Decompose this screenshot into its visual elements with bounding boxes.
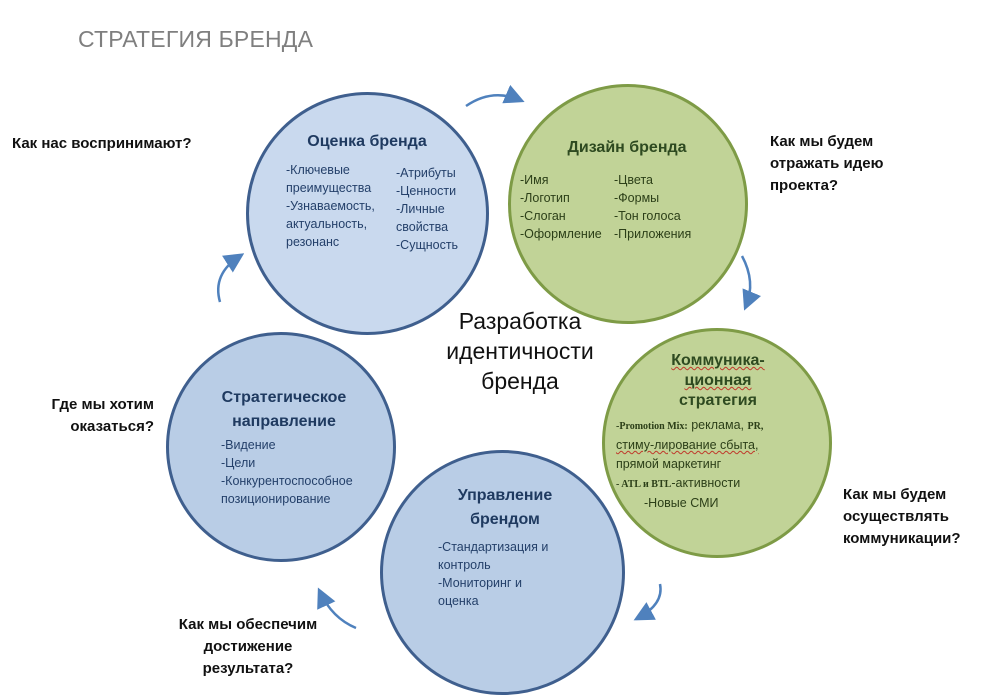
arrow-design-to-communication	[742, 256, 750, 306]
assessment-list-2	[396, 164, 458, 254]
list-item: -Мониторинг и	[438, 576, 522, 590]
title-line: Стратегическое	[221, 389, 347, 406]
title-line: брендом	[470, 511, 540, 528]
design-list-1	[520, 171, 602, 243]
question-line: Как нас воспринимают?	[12, 135, 192, 152]
question-line: осуществлять	[843, 508, 950, 525]
management-title	[420, 484, 590, 532]
question-line: Как мы обеспечим	[178, 616, 318, 633]
assessment-title: Оценка бренда	[307, 133, 427, 150]
question-line: результата?	[202, 660, 294, 677]
list-item: -Тон голоса	[614, 209, 681, 223]
list-item: преимущества	[286, 181, 372, 195]
list-item: -Конкурентоспособное	[221, 474, 353, 488]
list-item: -Узнаваемость,	[286, 199, 375, 213]
title-line: ционная	[684, 372, 752, 389]
promo-label: -Promotion Mix:	[616, 421, 688, 432]
list-item: -Стандартизация и	[438, 540, 549, 554]
list-item: -Цели	[221, 456, 256, 470]
strategic-title	[196, 386, 372, 434]
question-line: проекта?	[770, 177, 839, 194]
communication-list	[616, 416, 763, 513]
list-item: позиционирование	[221, 492, 331, 506]
center-line: бренда	[481, 368, 559, 394]
list-item: -Видение	[221, 438, 276, 452]
arrow-communication-to-management	[638, 584, 661, 618]
center-line: Разработка	[458, 308, 582, 334]
question-communication	[843, 484, 961, 550]
list-item: -Имя	[520, 173, 549, 187]
question-perception	[12, 133, 192, 155]
question-line: Как мы будем	[843, 486, 947, 503]
promo-text: реклама,	[687, 418, 748, 432]
title-line: Управление	[457, 487, 553, 504]
page-title: СТРАТЕГИЯ БРЕНДА	[78, 26, 314, 52]
list-item: актуальность,	[286, 217, 368, 231]
question-line: коммуникации?	[843, 530, 961, 547]
title-line: направление	[232, 413, 336, 430]
list-item: -Формы	[614, 191, 660, 205]
question-line: Где мы хотим	[51, 396, 154, 413]
list-item: стиму-лирование сбыта,	[616, 438, 759, 452]
question-line: Как мы будем	[770, 133, 874, 150]
list-item: -Ценности	[396, 184, 457, 198]
list-item	[616, 474, 763, 494]
pr-label: PR,	[747, 421, 764, 432]
list-item: резонанс	[286, 235, 340, 249]
list-item: -Сущность	[396, 238, 459, 252]
strategic-list	[221, 436, 353, 508]
question-line: достижение	[203, 638, 293, 655]
question-result	[160, 614, 336, 680]
atl-label: - ATL и BTL	[616, 479, 672, 490]
question-design	[770, 131, 883, 197]
atl-text: -активности	[671, 476, 741, 490]
assessment-list-1	[286, 161, 375, 251]
list-item: -Личные	[396, 202, 445, 216]
question-direction	[30, 394, 154, 438]
list-item: оценка	[438, 594, 479, 608]
title-line: Коммуника-	[671, 352, 765, 369]
design-list-2	[614, 171, 691, 243]
list-item: -Ключевые	[286, 163, 350, 177]
communication-title	[638, 351, 798, 411]
design-title: Дизайн бренда	[567, 139, 687, 156]
title-line: стратегия	[679, 392, 757, 409]
arrow-assessment-to-design	[466, 95, 520, 106]
list-item	[616, 416, 763, 436]
center-title	[420, 306, 620, 396]
list-item: -Логотип	[520, 191, 570, 205]
list-item: -Оформление	[520, 227, 602, 241]
arrow-strategic-to-assessment	[218, 256, 240, 302]
center-line: идентичности	[446, 338, 594, 364]
list-item: -Слоган	[520, 209, 566, 223]
list-item: -Приложения	[614, 227, 692, 241]
list-item: -Новые СМИ	[644, 496, 719, 510]
list-item: свойства	[396, 220, 449, 234]
list-item: -Атрибуты	[396, 166, 456, 180]
management-list	[438, 538, 548, 610]
question-line: оказаться?	[70, 418, 154, 435]
list-item: -Цвета	[614, 173, 653, 187]
list-item: контроль	[438, 558, 491, 572]
question-line: отражать идею	[770, 155, 884, 172]
list-item: прямой маркетинг	[616, 457, 722, 471]
